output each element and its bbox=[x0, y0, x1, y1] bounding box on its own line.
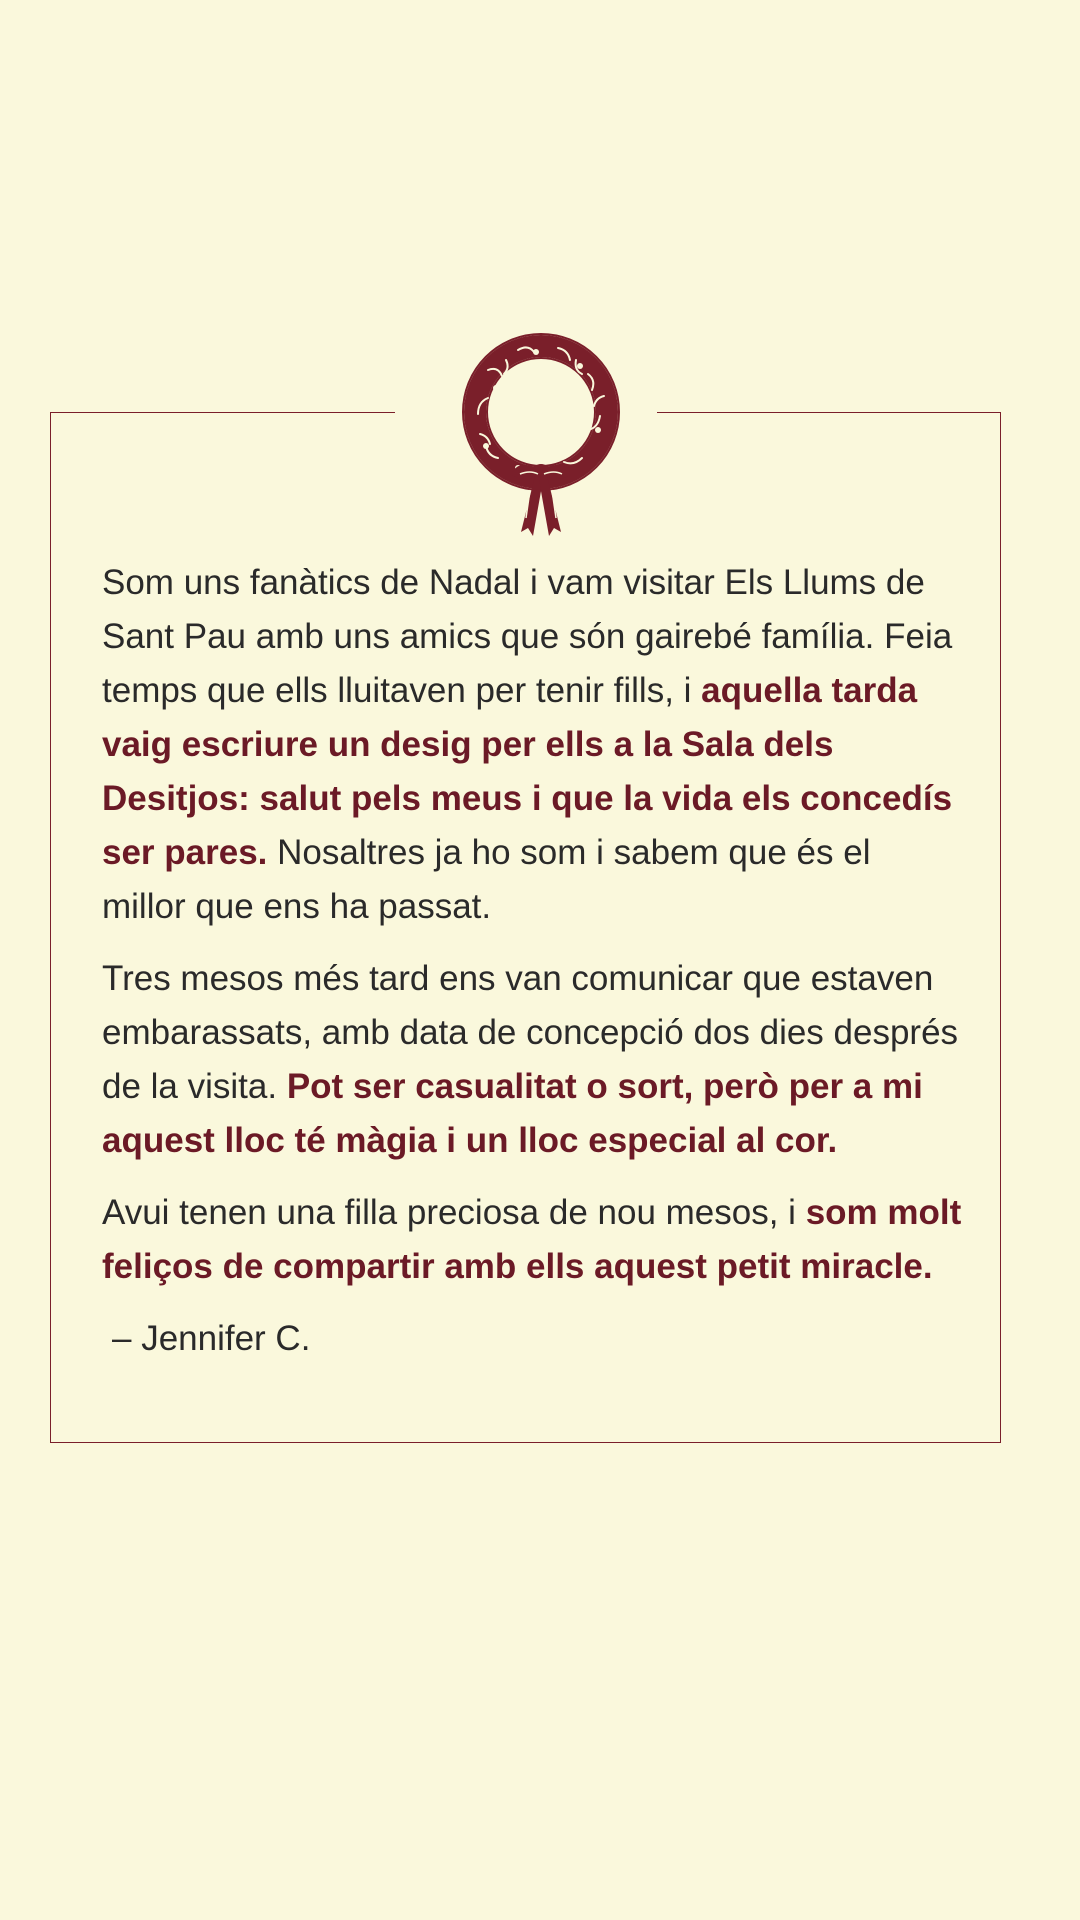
paragraph-text: Nosaltres ja ho som i sabem que és el millor que ens ha passat. bbox=[102, 833, 871, 926]
highlight-text: aquella tarda vaig escriure un desig per ells a la Sala dels Desitjos: salut pels meus i que la vida els concedís ser pares. bbox=[102, 671, 953, 872]
story-paragraph-1 bbox=[102, 556, 962, 934]
christmas-wreath-icon bbox=[458, 330, 624, 542]
signature: – Jennifer C. bbox=[112, 1319, 311, 1358]
paragraph-text: Avui tenen una filla preciosa de nou mesos, i bbox=[102, 1193, 806, 1232]
highlight-text: som molt feliços de compartir amb ells aquest petit miracle. bbox=[102, 1193, 962, 1286]
story-paragraph-2 bbox=[102, 952, 962, 1168]
story-text bbox=[102, 556, 962, 1366]
story-paragraph-3 bbox=[102, 1186, 962, 1294]
highlight-text: Pot ser casualitat o sort, però per a mi aquest lloc té màgia i un lloc especial al cor. bbox=[102, 1067, 923, 1160]
paragraph-text: Tres mesos més tard ens van comunicar que estaven embarassats, amb data de concepció dos dies després de la visita. bbox=[102, 959, 959, 1106]
paragraph-text: Som uns fanàtics de Nadal i vam visitar Els Llums de Sant Pau amb uns amics que són gairebé família. Feia temps que ells lluitaven per tenir fills, i bbox=[102, 563, 953, 710]
